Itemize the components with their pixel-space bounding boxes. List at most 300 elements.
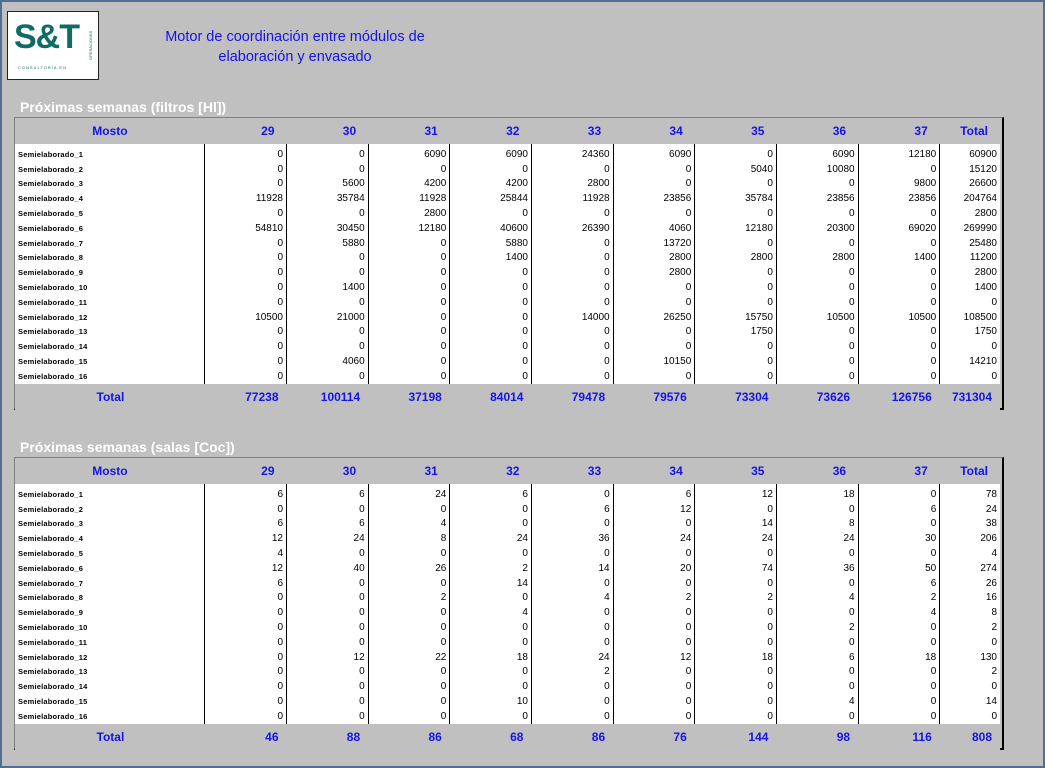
table-cell[interactable]: 0 <box>450 265 532 280</box>
row-label[interactable]: Semielaborado_3 <box>15 177 205 192</box>
table-cell[interactable]: 10500 <box>776 310 858 325</box>
table-cell[interactable]: 0 <box>205 177 287 192</box>
table-cell[interactable]: 9800 <box>858 177 940 192</box>
table-cell[interactable]: 0 <box>287 206 369 221</box>
table-cell[interactable]: 69020 <box>858 221 940 236</box>
table-cell[interactable]: 0 <box>287 709 369 724</box>
table-cell[interactable]: 0 <box>613 576 695 591</box>
row-label[interactable]: Semielaborado_16 <box>15 369 205 384</box>
table-cell[interactable]: 0 <box>531 339 613 354</box>
table-cell[interactable]: 24 <box>940 502 1000 517</box>
table-cell[interactable]: 8 <box>776 517 858 532</box>
table-cell[interactable]: 0 <box>531 635 613 650</box>
table-cell[interactable]: 2 <box>776 620 858 635</box>
table-cell[interactable]: 0 <box>368 546 450 561</box>
table-cell[interactable]: 0 <box>368 236 450 251</box>
table-cell[interactable]: 0 <box>695 502 777 517</box>
table-cell[interactable]: 0 <box>531 369 613 384</box>
table-cell[interactable]: 6 <box>776 650 858 665</box>
table-cell[interactable]: 2800 <box>940 265 1000 280</box>
table-cell[interactable]: 0 <box>450 339 532 354</box>
table-cell[interactable]: 0 <box>613 295 695 310</box>
table-cell[interactable]: 0 <box>287 635 369 650</box>
table-cell[interactable]: 24 <box>531 650 613 665</box>
row-label[interactable]: Semielaborado_10 <box>15 620 205 635</box>
row-label[interactable]: Semielaborado_11 <box>15 635 205 650</box>
table-cell[interactable]: 1400 <box>940 280 1000 295</box>
table-cell[interactable]: 26600 <box>940 177 1000 192</box>
table-cell[interactable]: 4200 <box>450 177 532 192</box>
table-cell[interactable]: 130 <box>940 650 1000 665</box>
table-cell[interactable]: 0 <box>287 665 369 680</box>
table-cell[interactable]: 0 <box>205 502 287 517</box>
table-cell[interactable]: 0 <box>695 620 777 635</box>
table-cell[interactable]: 12 <box>205 531 287 546</box>
table-cell[interactable]: 0 <box>695 576 777 591</box>
table-cell[interactable]: 0 <box>205 709 287 724</box>
table-cell[interactable]: 25480 <box>940 236 1000 251</box>
table-cell[interactable]: 2800 <box>531 177 613 192</box>
table-cell[interactable]: 0 <box>858 517 940 532</box>
table-cell[interactable]: 6090 <box>613 144 695 162</box>
table-cell[interactable]: 0 <box>858 369 940 384</box>
table-cell[interactable]: 0 <box>205 694 287 709</box>
table-cell[interactable]: 22 <box>368 650 450 665</box>
table-cell[interactable]: 0 <box>776 354 858 369</box>
table-cell[interactable]: 0 <box>613 709 695 724</box>
table-cell[interactable]: 24 <box>695 531 777 546</box>
table-cell[interactable]: 0 <box>287 251 369 266</box>
table-cell[interactable]: 0 <box>776 280 858 295</box>
table-cell[interactable]: 0 <box>940 709 1000 724</box>
table-cell[interactable]: 0 <box>613 162 695 177</box>
table-cell[interactable]: 0 <box>858 665 940 680</box>
table-cell[interactable]: 0 <box>205 295 287 310</box>
table-cell[interactable]: 0 <box>613 546 695 561</box>
table-cell[interactable]: 2 <box>695 591 777 606</box>
table-cell[interactable]: 0 <box>450 591 532 606</box>
table-cell[interactable]: 0 <box>450 635 532 650</box>
table-cell[interactable]: 0 <box>776 325 858 340</box>
table-cell[interactable]: 0 <box>205 354 287 369</box>
table-cell[interactable]: 0 <box>613 635 695 650</box>
table-cell[interactable]: 0 <box>858 694 940 709</box>
table-cell[interactable]: 74 <box>695 561 777 576</box>
table-cell[interactable]: 0 <box>695 605 777 620</box>
table-cell[interactable]: 10150 <box>613 354 695 369</box>
row-label[interactable]: Semielaborado_2 <box>15 162 205 177</box>
table-cell[interactable]: 11928 <box>368 191 450 206</box>
table-cell[interactable]: 6 <box>531 502 613 517</box>
table-cell[interactable]: 0 <box>940 679 1000 694</box>
table-cell[interactable]: 2800 <box>776 251 858 266</box>
table-cell[interactable]: 0 <box>940 339 1000 354</box>
row-label[interactable]: Semielaborado_13 <box>15 665 205 680</box>
table-cell[interactable]: 24 <box>776 531 858 546</box>
table-cell[interactable]: 0 <box>287 369 369 384</box>
table-cell[interactable]: 0 <box>450 310 532 325</box>
table-cell[interactable]: 26250 <box>613 310 695 325</box>
table-cell[interactable]: 0 <box>531 576 613 591</box>
table-cell[interactable]: 24 <box>613 531 695 546</box>
table-cell[interactable]: 0 <box>368 310 450 325</box>
table-cell[interactable]: 0 <box>613 517 695 532</box>
table-cell[interactable]: 0 <box>205 251 287 266</box>
table-cell[interactable]: 25844 <box>450 191 532 206</box>
table-cell[interactable]: 0 <box>287 605 369 620</box>
table-cell[interactable]: 20300 <box>776 221 858 236</box>
table-cell[interactable]: 0 <box>368 635 450 650</box>
table-cell[interactable]: 23856 <box>613 191 695 206</box>
table-cell[interactable]: 0 <box>940 369 1000 384</box>
table-cell[interactable]: 6090 <box>776 144 858 162</box>
table-cell[interactable]: 0 <box>695 709 777 724</box>
table-cell[interactable]: 1400 <box>450 251 532 266</box>
table-cell[interactable]: 8 <box>368 531 450 546</box>
table-cell[interactable]: 14210 <box>940 354 1000 369</box>
table-cell[interactable]: 0 <box>776 236 858 251</box>
table-cell[interactable]: 0 <box>205 635 287 650</box>
table-cell[interactable]: 0 <box>858 206 940 221</box>
table-cell[interactable]: 1400 <box>287 280 369 295</box>
table-cell[interactable]: 0 <box>776 206 858 221</box>
table-cell[interactable]: 14 <box>940 694 1000 709</box>
row-label[interactable]: Semielaborado_15 <box>15 694 205 709</box>
table-cell[interactable]: 0 <box>368 605 450 620</box>
table-cell[interactable]: 0 <box>450 546 532 561</box>
table-cell[interactable]: 274 <box>940 561 1000 576</box>
table-cell[interactable]: 0 <box>368 620 450 635</box>
table-cell[interactable]: 4200 <box>368 177 450 192</box>
table-cell[interactable]: 5600 <box>287 177 369 192</box>
table-cell[interactable]: 30 <box>858 531 940 546</box>
table-cell[interactable]: 6 <box>450 484 532 502</box>
table-cell[interactable]: 0 <box>450 369 532 384</box>
table-cell[interactable]: 0 <box>287 576 369 591</box>
table-cell[interactable]: 24360 <box>531 144 613 162</box>
table-cell[interactable]: 0 <box>287 502 369 517</box>
table-cell[interactable]: 0 <box>205 206 287 221</box>
table-cell[interactable]: 0 <box>776 679 858 694</box>
table-cell[interactable]: 0 <box>287 339 369 354</box>
table-cell[interactable]: 0 <box>450 162 532 177</box>
table-cell[interactable]: 0 <box>287 679 369 694</box>
table-cell[interactable]: 14 <box>695 517 777 532</box>
table-cell[interactable]: 0 <box>940 295 1000 310</box>
table-cell[interactable]: 0 <box>776 665 858 680</box>
table-cell[interactable]: 0 <box>531 354 613 369</box>
table-cell[interactable]: 0 <box>858 709 940 724</box>
table-cell[interactable]: 0 <box>858 339 940 354</box>
table-cell[interactable]: 38 <box>940 517 1000 532</box>
row-label[interactable]: Semielaborado_7 <box>15 236 205 251</box>
table-cell[interactable]: 0 <box>858 635 940 650</box>
table-cell[interactable]: 0 <box>205 339 287 354</box>
table-cell[interactable]: 23856 <box>776 191 858 206</box>
table-cell[interactable]: 0 <box>695 144 777 162</box>
row-label[interactable]: Semielaborado_12 <box>15 310 205 325</box>
table-cell[interactable]: 1400 <box>858 251 940 266</box>
table-cell[interactable]: 40 <box>287 561 369 576</box>
table-cell[interactable]: 0 <box>205 144 287 162</box>
table-cell[interactable]: 0 <box>776 576 858 591</box>
table-cell[interactable]: 6 <box>613 484 695 502</box>
table-cell[interactable]: 0 <box>858 295 940 310</box>
table-cell[interactable]: 50 <box>858 561 940 576</box>
table-cell[interactable]: 0 <box>776 177 858 192</box>
table-cell[interactable]: 54810 <box>205 221 287 236</box>
row-label[interactable]: Semielaborado_7 <box>15 576 205 591</box>
table-cell[interactable]: 10 <box>450 694 532 709</box>
table-cell[interactable]: 0 <box>613 339 695 354</box>
table-cell[interactable]: 12180 <box>858 144 940 162</box>
table-cell[interactable]: 0 <box>368 576 450 591</box>
table-cell[interactable]: 0 <box>287 265 369 280</box>
table-cell[interactable]: 0 <box>368 679 450 694</box>
table-cell[interactable]: 20 <box>613 561 695 576</box>
table-cell[interactable]: 0 <box>858 280 940 295</box>
table-cell[interactable]: 0 <box>287 694 369 709</box>
row-label[interactable]: Semielaborado_4 <box>15 191 205 206</box>
table-cell[interactable]: 24 <box>450 531 532 546</box>
table-cell[interactable]: 0 <box>287 591 369 606</box>
table-cell[interactable]: 0 <box>695 206 777 221</box>
table-cell[interactable]: 0 <box>368 280 450 295</box>
table-cell[interactable]: 0 <box>450 665 532 680</box>
table-cell[interactable]: 0 <box>531 251 613 266</box>
table-cell[interactable]: 36 <box>531 531 613 546</box>
table-cell[interactable]: 2800 <box>613 251 695 266</box>
table-cell[interactable]: 0 <box>531 679 613 694</box>
table-cell[interactable]: 0 <box>450 620 532 635</box>
table-cell[interactable]: 6 <box>287 517 369 532</box>
table-cell[interactable]: 0 <box>776 546 858 561</box>
table-cell[interactable]: 4060 <box>613 221 695 236</box>
table-cell[interactable]: 0 <box>695 177 777 192</box>
table-cell[interactable]: 0 <box>205 280 287 295</box>
table-cell[interactable]: 269990 <box>940 221 1000 236</box>
table-cell[interactable]: 0 <box>531 236 613 251</box>
table-cell[interactable]: 206 <box>940 531 1000 546</box>
table-cell[interactable]: 0 <box>205 650 287 665</box>
table-cell[interactable]: 0 <box>287 325 369 340</box>
row-label[interactable]: Semielaborado_11 <box>15 295 205 310</box>
table-cell[interactable]: 0 <box>368 162 450 177</box>
table-cell[interactable]: 0 <box>613 620 695 635</box>
table-cell[interactable]: 0 <box>613 369 695 384</box>
table-cell[interactable]: 0 <box>450 280 532 295</box>
table-cell[interactable]: 0 <box>695 369 777 384</box>
table-cell[interactable]: 2800 <box>695 251 777 266</box>
table-cell[interactable]: 18 <box>450 650 532 665</box>
table-cell[interactable]: 0 <box>531 295 613 310</box>
row-label[interactable]: Semielaborado_14 <box>15 339 205 354</box>
table-cell[interactable]: 11928 <box>531 191 613 206</box>
table-cell[interactable]: 2 <box>368 591 450 606</box>
row-label[interactable]: Semielaborado_10 <box>15 280 205 295</box>
table-cell[interactable]: 0 <box>531 325 613 340</box>
table-cell[interactable]: 0 <box>531 605 613 620</box>
table-cell[interactable]: 6090 <box>368 144 450 162</box>
table-cell[interactable]: 4 <box>858 605 940 620</box>
table-cell[interactable]: 0 <box>205 265 287 280</box>
table-cell[interactable]: 5880 <box>450 236 532 251</box>
table-cell[interactable]: 4 <box>368 517 450 532</box>
table-cell[interactable]: 0 <box>531 265 613 280</box>
table-cell[interactable]: 0 <box>776 502 858 517</box>
table-cell[interactable]: 204764 <box>940 191 1000 206</box>
table-cell[interactable]: 18 <box>695 650 777 665</box>
table-cell[interactable]: 24 <box>368 484 450 502</box>
table-cell[interactable]: 5880 <box>287 236 369 251</box>
table-cell[interactable]: 4 <box>776 591 858 606</box>
table-cell[interactable]: 30450 <box>287 221 369 236</box>
table-cell[interactable]: 0 <box>531 546 613 561</box>
table-cell[interactable]: 0 <box>858 325 940 340</box>
table-cell[interactable]: 0 <box>450 709 532 724</box>
table-cell[interactable]: 0 <box>205 236 287 251</box>
table-cell[interactable]: 0 <box>287 144 369 162</box>
table-cell[interactable]: 60900 <box>940 144 1000 162</box>
table-cell[interactable]: 4060 <box>287 354 369 369</box>
table-cell[interactable]: 0 <box>205 605 287 620</box>
table-cell[interactable]: 0 <box>450 517 532 532</box>
table-cell[interactable]: 18 <box>776 484 858 502</box>
table-cell[interactable]: 0 <box>450 295 532 310</box>
table-cell[interactable]: 0 <box>858 162 940 177</box>
table-cell[interactable]: 2 <box>531 665 613 680</box>
table-cell[interactable]: 0 <box>695 665 777 680</box>
table-cell[interactable]: 0 <box>531 280 613 295</box>
table-cell[interactable]: 0 <box>695 354 777 369</box>
table-cell[interactable]: 12180 <box>368 221 450 236</box>
table-cell[interactable]: 0 <box>450 206 532 221</box>
row-label[interactable]: Semielaborado_5 <box>15 546 205 561</box>
table-cell[interactable]: 0 <box>450 325 532 340</box>
table-cell[interactable]: 0 <box>858 546 940 561</box>
table-cell[interactable]: 35784 <box>695 191 777 206</box>
table-cell[interactable]: 0 <box>776 369 858 384</box>
table-cell[interactable]: 6 <box>205 484 287 502</box>
table-cell[interactable]: 23856 <box>858 191 940 206</box>
table-cell[interactable]: 0 <box>613 177 695 192</box>
table-cell[interactable]: 0 <box>368 369 450 384</box>
table-cell[interactable]: 2 <box>940 620 1000 635</box>
table-cell[interactable]: 6 <box>858 502 940 517</box>
table-cell[interactable]: 21000 <box>287 310 369 325</box>
table-cell[interactable]: 2 <box>613 591 695 606</box>
table-cell[interactable]: 12 <box>695 484 777 502</box>
table-cell[interactable]: 26 <box>368 561 450 576</box>
table-cell[interactable]: 2800 <box>940 206 1000 221</box>
table-cell[interactable]: 4 <box>940 546 1000 561</box>
table-cell[interactable]: 0 <box>858 620 940 635</box>
table-cell[interactable]: 14 <box>531 561 613 576</box>
row-label[interactable]: Semielaborado_6 <box>15 561 205 576</box>
table-cell[interactable]: 12 <box>205 561 287 576</box>
table-cell[interactable]: 12 <box>287 650 369 665</box>
table-cell[interactable]: 0 <box>695 679 777 694</box>
row-label[interactable]: Semielaborado_8 <box>15 251 205 266</box>
table-cell[interactable]: 0 <box>613 206 695 221</box>
table-cell[interactable]: 12180 <box>695 221 777 236</box>
table-cell[interactable]: 4 <box>205 546 287 561</box>
row-label[interactable]: Semielaborado_9 <box>15 605 205 620</box>
table-cell[interactable]: 40600 <box>450 221 532 236</box>
table-cell[interactable]: 4 <box>531 591 613 606</box>
row-label[interactable]: Semielaborado_4 <box>15 531 205 546</box>
table-cell[interactable]: 14000 <box>531 310 613 325</box>
table-cell[interactable]: 0 <box>613 325 695 340</box>
row-label[interactable]: Semielaborado_8 <box>15 591 205 606</box>
table-cell[interactable]: 36 <box>776 561 858 576</box>
row-label[interactable]: Semielaborado_13 <box>15 325 205 340</box>
row-label[interactable]: Semielaborado_5 <box>15 206 205 221</box>
table-cell[interactable]: 26 <box>940 576 1000 591</box>
table-cell[interactable]: 0 <box>858 236 940 251</box>
table-cell[interactable]: 10500 <box>858 310 940 325</box>
row-label[interactable]: Semielaborado_1 <box>15 484 205 502</box>
table-cell[interactable]: 0 <box>695 236 777 251</box>
table-cell[interactable]: 0 <box>531 517 613 532</box>
row-label[interactable]: Semielaborado_2 <box>15 502 205 517</box>
table-cell[interactable]: 0 <box>531 484 613 502</box>
table-cell[interactable]: 14 <box>450 576 532 591</box>
table-cell[interactable]: 0 <box>531 162 613 177</box>
table-cell[interactable]: 6 <box>205 576 287 591</box>
table-cell[interactable]: 0 <box>613 280 695 295</box>
table-cell[interactable]: 8 <box>940 605 1000 620</box>
table-cell[interactable]: 0 <box>531 206 613 221</box>
table-cell[interactable]: 2 <box>940 665 1000 680</box>
row-label[interactable]: Semielaborado_6 <box>15 221 205 236</box>
table-cell[interactable]: 0 <box>695 265 777 280</box>
table-cell[interactable]: 0 <box>368 251 450 266</box>
table-cell[interactable]: 0 <box>858 354 940 369</box>
row-label[interactable]: Semielaborado_12 <box>15 650 205 665</box>
table-cell[interactable]: 0 <box>368 339 450 354</box>
table-cell[interactable]: 12 <box>613 650 695 665</box>
table-cell[interactable]: 0 <box>695 339 777 354</box>
table-cell[interactable]: 12 <box>613 502 695 517</box>
table-cell[interactable]: 0 <box>368 354 450 369</box>
table-cell[interactable]: 0 <box>776 709 858 724</box>
table-cell[interactable]: 0 <box>205 679 287 694</box>
table-cell[interactable]: 0 <box>858 265 940 280</box>
table-cell[interactable]: 0 <box>205 162 287 177</box>
row-label[interactable]: Semielaborado_16 <box>15 709 205 724</box>
table-cell[interactable]: 0 <box>695 546 777 561</box>
table-cell[interactable]: 2800 <box>613 265 695 280</box>
table-cell[interactable]: 0 <box>368 325 450 340</box>
table-cell[interactable]: 6 <box>287 484 369 502</box>
table-cell[interactable]: 0 <box>858 679 940 694</box>
table-cell[interactable]: 0 <box>368 665 450 680</box>
table-cell[interactable]: 0 <box>205 665 287 680</box>
table-cell[interactable]: 2 <box>450 561 532 576</box>
table-cell[interactable]: 0 <box>776 295 858 310</box>
table-cell[interactable]: 0 <box>205 591 287 606</box>
table-cell[interactable]: 11928 <box>205 191 287 206</box>
table-cell[interactable]: 6 <box>858 576 940 591</box>
table-cell[interactable]: 0 <box>287 162 369 177</box>
table-cell[interactable]: 16 <box>940 591 1000 606</box>
table-cell[interactable]: 1750 <box>695 325 777 340</box>
table-cell[interactable]: 0 <box>368 265 450 280</box>
table-cell[interactable]: 1750 <box>940 325 1000 340</box>
row-label[interactable]: Semielaborado_3 <box>15 517 205 532</box>
table-cell[interactable]: 0 <box>776 635 858 650</box>
